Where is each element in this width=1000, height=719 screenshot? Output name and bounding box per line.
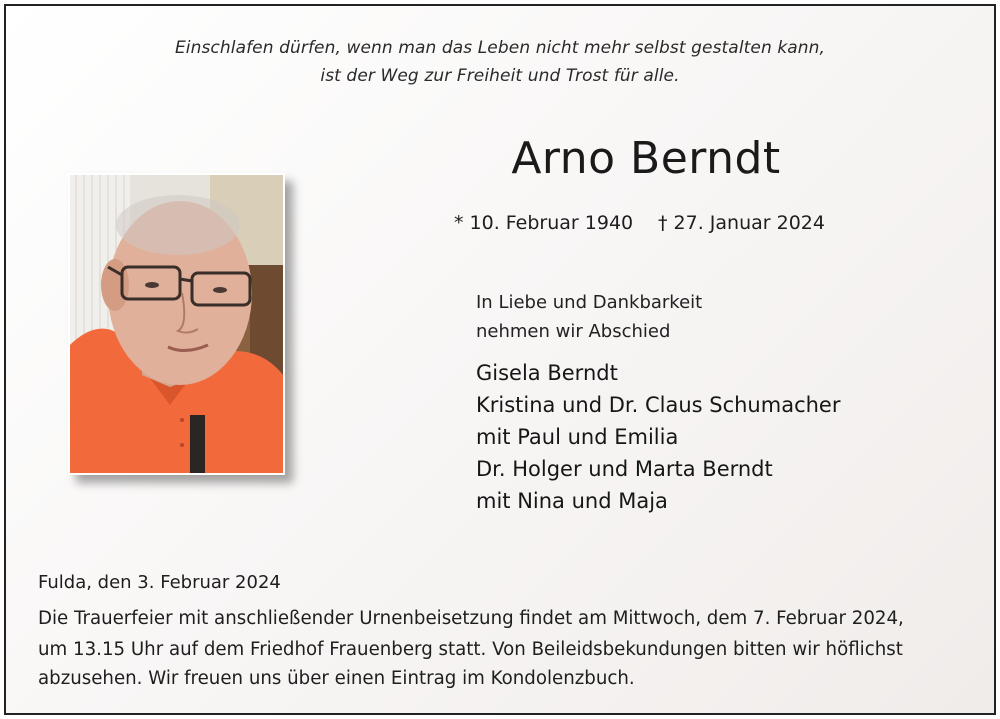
mourner-line: mit Paul und Emilia bbox=[476, 425, 679, 449]
place-and-date: Fulda, den 3. Februar 2024 bbox=[38, 572, 281, 593]
motto-line-2: ist der Weg zur Freiheit und Trost für alle. bbox=[320, 66, 680, 86]
mourner-line: Kristina und Dr. Claus Schumacher bbox=[476, 393, 841, 417]
mourner-line: mit Nina und Maja bbox=[476, 489, 668, 513]
intro-line-2: nehmen wir Abschied bbox=[476, 321, 671, 342]
obituary-card bbox=[4, 4, 996, 715]
portrait-photo bbox=[68, 173, 285, 475]
funeral-notice-line-3: abzusehen. Wir freuen uns über einen Eintrag im Kondolenzbuch. bbox=[38, 668, 635, 689]
mourner-line: Dr. Holger und Marta Berndt bbox=[476, 457, 773, 481]
motto-line-1: Einschlafen dürfen, wenn man das Leben nicht mehr selbst gestalten kann, bbox=[174, 38, 826, 58]
death-date: † 27. Januar 2024 bbox=[658, 212, 825, 234]
mourner-line: Gisela Berndt bbox=[476, 361, 618, 385]
intro-line-1: In Liebe und Dankbarkeit bbox=[476, 292, 703, 313]
birth-date: * 10. Februar 1940 bbox=[454, 212, 634, 234]
funeral-notice-line-2: um 13.15 Uhr auf dem Friedhof Frauenberg statt. Von Beileidsbekundungen bitten wir höflichst bbox=[38, 639, 903, 660]
deceased-name: Arno Berndt bbox=[511, 133, 781, 184]
funeral-notice-line-1: Die Trauerfeier mit anschließender Urnenbeisetzung findet am Mittwoch, dem 7. Februar 2024, bbox=[38, 608, 904, 629]
